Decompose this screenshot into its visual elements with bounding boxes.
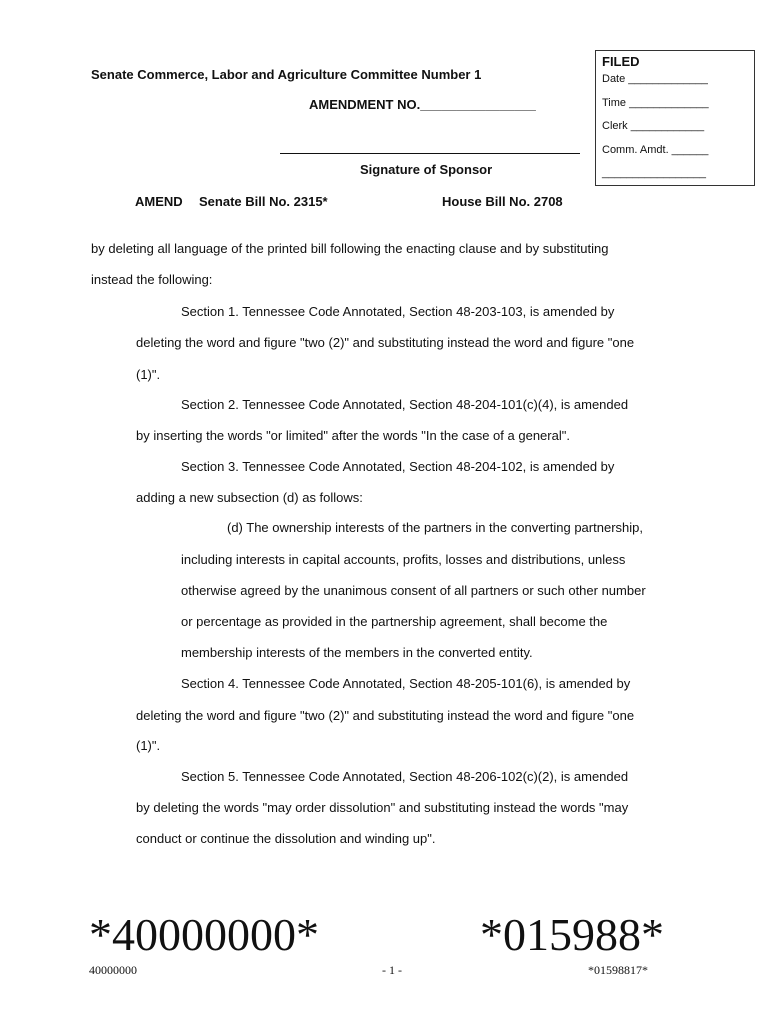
- body-line: (d) The ownership interests of the partners in the converting partnership,: [227, 520, 643, 535]
- barcode-right: *015988*: [480, 909, 664, 960]
- body-line: (1)".: [136, 367, 161, 382]
- filed-clerk-field: Clerk ____________: [602, 120, 705, 132]
- body-line: (1)".: [136, 738, 161, 753]
- body-line: Section 1. Tennessee Code Annotated, Section 48-203-103, is amended by: [181, 304, 615, 319]
- filed-blank-line: _________________: [602, 167, 707, 179]
- filed-comm-amdt-field: Comm. Amdt. ______: [602, 144, 709, 156]
- footer-id-right: *01598817*: [588, 963, 648, 977]
- body-line: conduct or continue the dissolution and winding up".: [136, 831, 436, 846]
- body-line: Section 3. Tennessee Code Annotated, Section 48-204-102, is amended by: [181, 459, 615, 474]
- filed-title: FILED: [602, 54, 640, 69]
- committee-name: Senate Commerce, Labor and Agriculture Committee Number 1: [91, 67, 482, 82]
- body-line: or percentage as provided in the partnership agreement, shall become the: [181, 614, 608, 629]
- page-number: - 1 -: [382, 963, 402, 977]
- body-line: instead the following:: [91, 272, 213, 287]
- body-line: Section 4. Tennessee Code Annotated, Section 48-205-101(6), is amended by: [181, 676, 631, 691]
- body-line: by inserting the words "or limited" after the words "In the case of a general".: [136, 428, 570, 443]
- body-line: membership interests of the members in the converted entity.: [181, 645, 533, 660]
- signature-line: [280, 153, 580, 154]
- house-bill-number: House Bill No. 2708: [442, 194, 563, 209]
- body-line: Section 5. Tennessee Code Annotated, Section 48-206-102(c)(2), is amended: [181, 769, 629, 784]
- body-line: adding a new subsection (d) as follows:: [136, 490, 363, 505]
- senate-bill-number: Senate Bill No. 2315*: [199, 194, 328, 209]
- body-line: otherwise agreed by the unanimous consent of all partners or such other number: [181, 583, 646, 598]
- body-line: Section 2. Tennessee Code Annotated, Section 48-204-101(c)(4), is amended: [181, 397, 629, 412]
- body-line: deleting the word and figure "two (2)" and substituting instead the word and figure "one: [136, 708, 635, 723]
- amend-label: AMEND: [135, 194, 183, 209]
- amendment-number: AMENDMENT NO.________________: [309, 97, 536, 112]
- body-line: by deleting all language of the printed bill following the enacting clause and by substituting: [91, 241, 609, 256]
- filed-box: [595, 50, 755, 186]
- footer-id-left: 40000000: [89, 963, 137, 977]
- signature-label: Signature of Sponsor: [360, 162, 493, 177]
- body-line: by deleting the words "may order dissolution" and substituting instead the words "may: [136, 800, 629, 815]
- body-line: including interests in capital accounts, profits, losses and distributions, unless: [181, 552, 626, 567]
- filed-date-field: Date _____________: [602, 73, 708, 85]
- barcode-left: *40000000*: [89, 909, 319, 960]
- body-line: deleting the word and figure "two (2)" and substituting instead the word and figure "one: [136, 335, 635, 350]
- filed-time-field: Time _____________: [602, 97, 709, 109]
